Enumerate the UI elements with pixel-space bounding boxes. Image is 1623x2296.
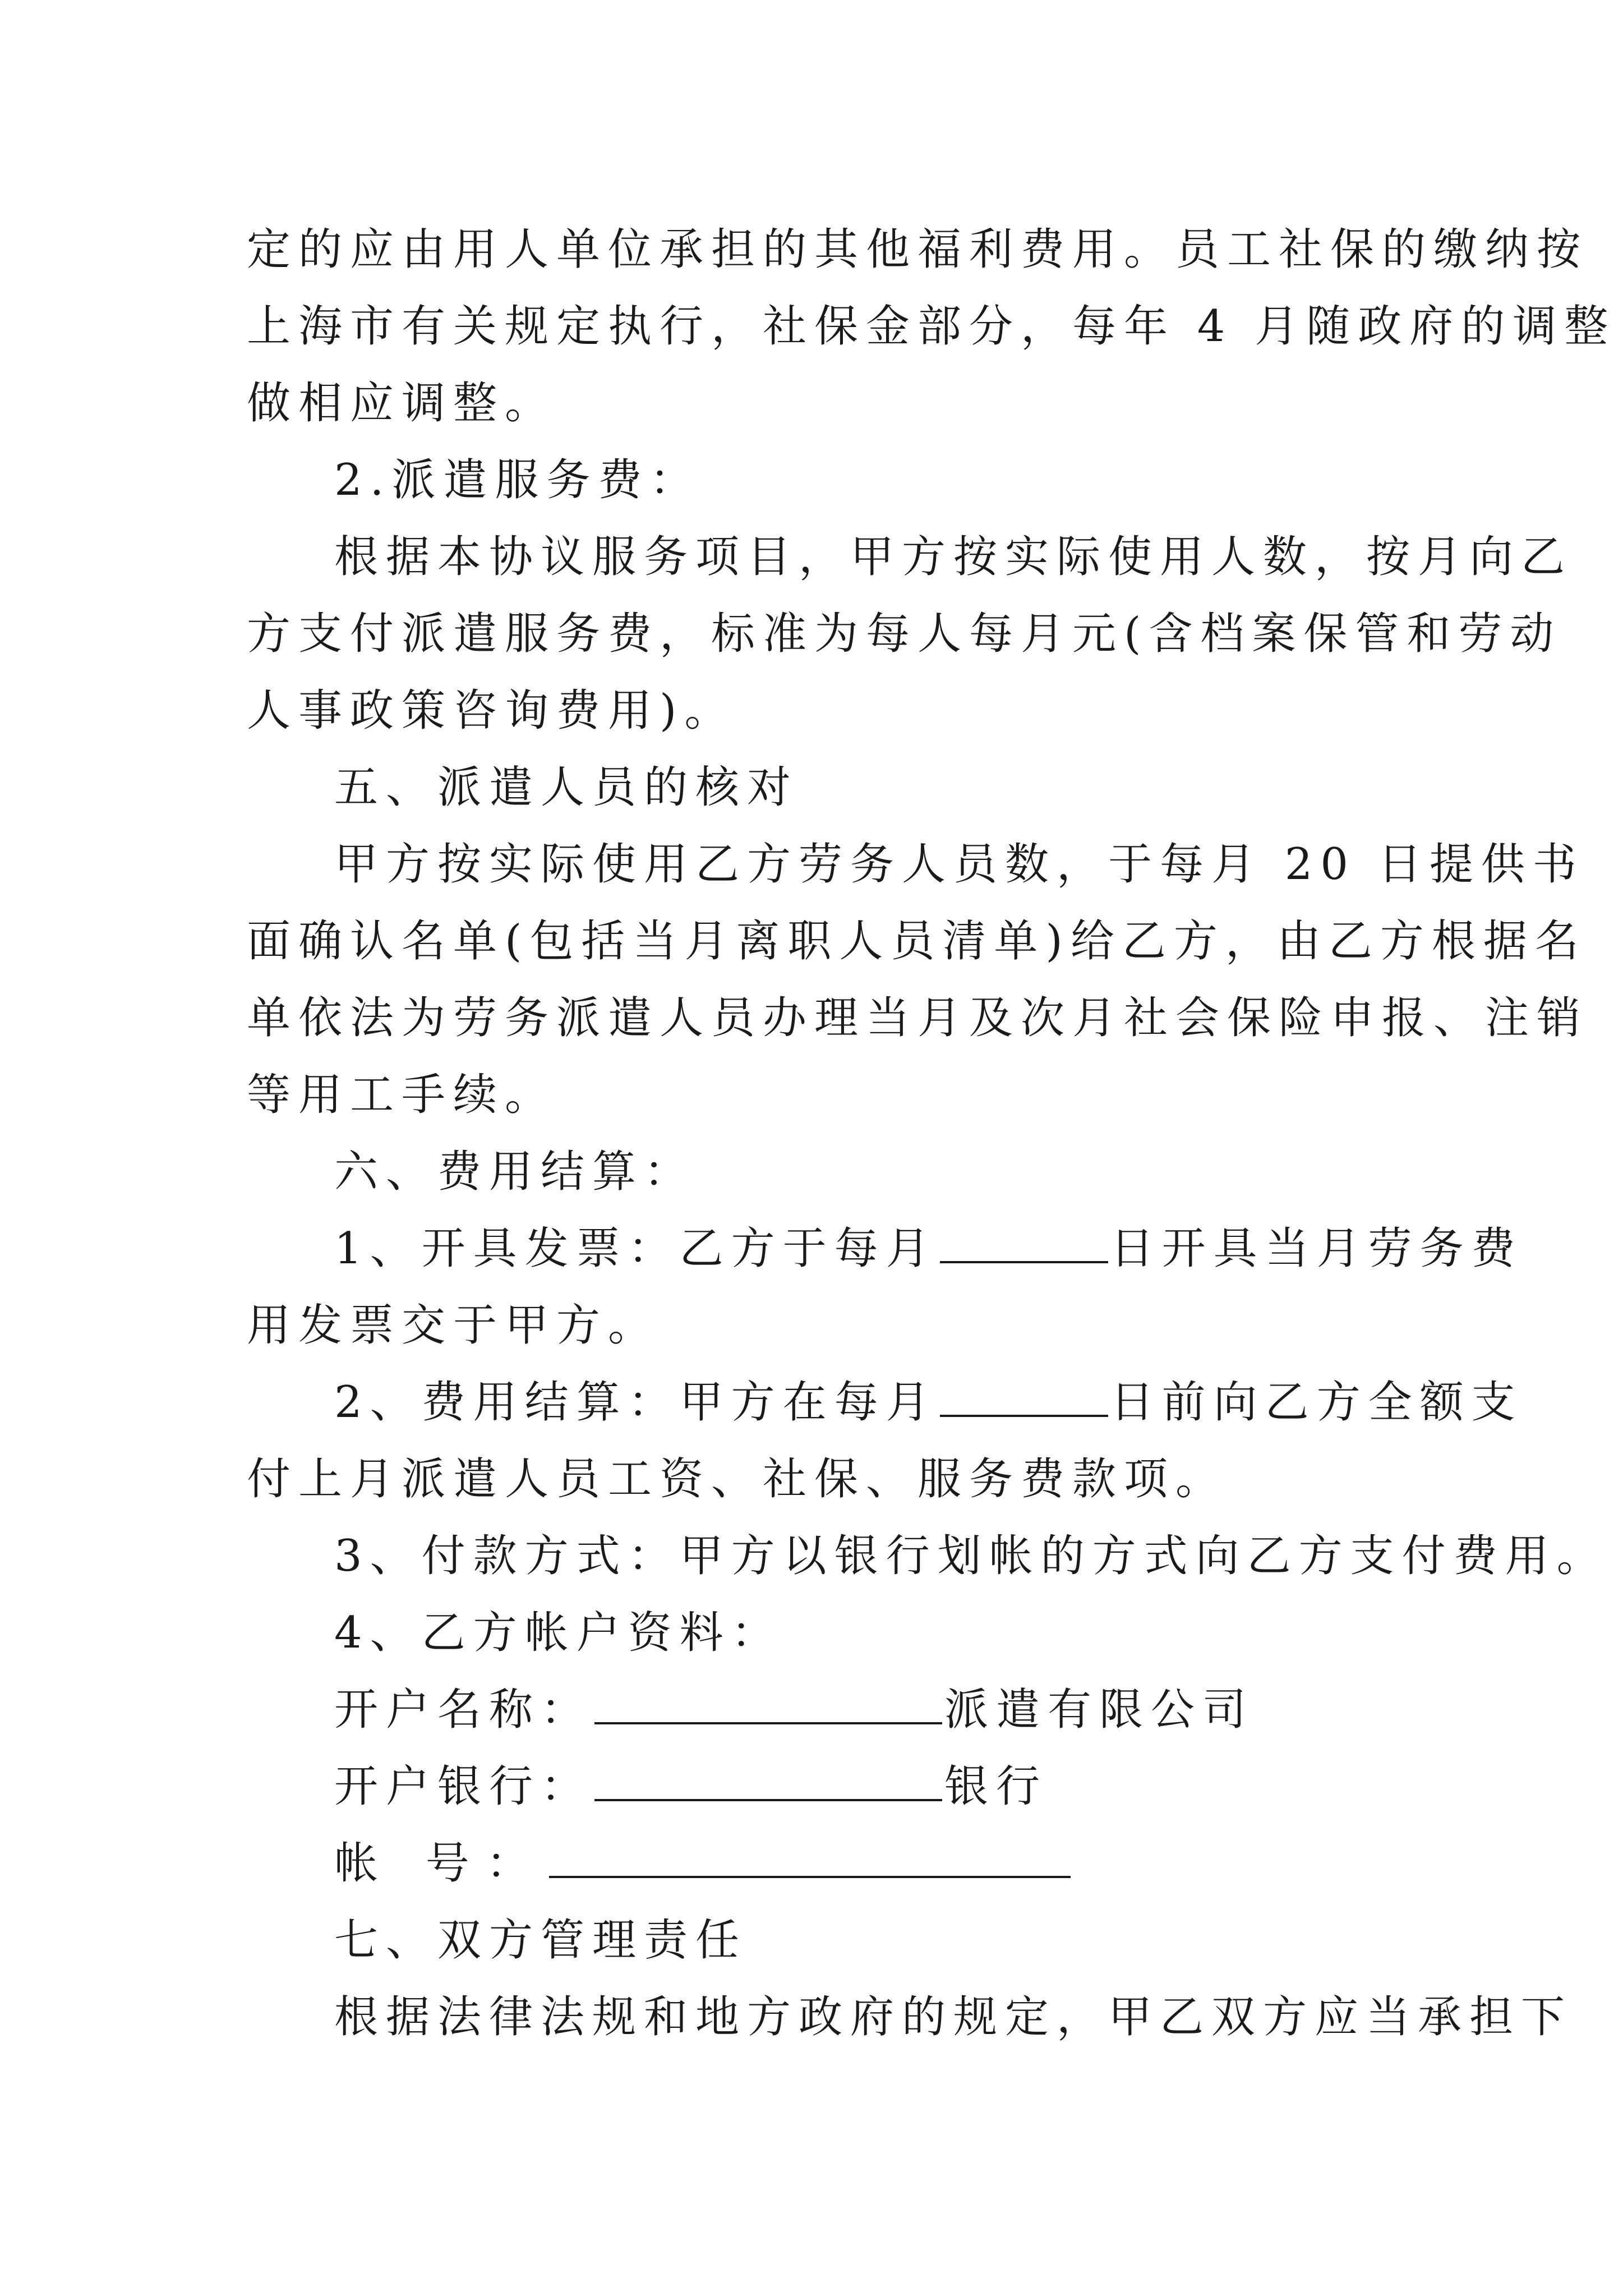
line-text: 1、开具发票：乙方于每月 bbox=[334, 1223, 938, 1274]
paragraph-line bbox=[247, 1522, 1608, 1590]
paragraph-line bbox=[247, 1061, 556, 1129]
line-text: 日开具当月劳务费 bbox=[1110, 1223, 1523, 1274]
line-text: 七、双方管理责任 bbox=[334, 1915, 748, 1966]
line-text: 根据本协议服务项目，甲方按实际使用人数，按月向乙 bbox=[334, 532, 1573, 582]
line-text: 方支付派遣服务费，标准为每人每月元(含档案保管和劳动 bbox=[247, 609, 1562, 659]
line-text: 定的应由用人单位承担的其他福利费用。员工社保的缴纳按 bbox=[247, 224, 1589, 275]
paragraph-line bbox=[247, 293, 1616, 360]
line-text: 做相应调整。 bbox=[247, 378, 557, 429]
line-text: 用发票交于甲方。 bbox=[247, 1300, 660, 1351]
line-text: 开户银行： bbox=[334, 1761, 593, 1812]
account-number-line bbox=[247, 1830, 1073, 1897]
paragraph-line bbox=[247, 1599, 783, 1667]
line-text: 银行 bbox=[944, 1761, 1048, 1812]
line-text: 帐 号： bbox=[334, 1838, 547, 1889]
line-text: 派遣有限公司 bbox=[944, 1685, 1255, 1735]
line-text: 五、派遣人员的核对 bbox=[334, 762, 799, 813]
account-number-blank[interactable] bbox=[549, 1834, 1071, 1878]
line-text: 开户名称： bbox=[334, 1685, 593, 1735]
paragraph-line bbox=[247, 831, 1584, 898]
line-text: 日前向乙方全额支 bbox=[1110, 1377, 1523, 1428]
paragraph-line bbox=[247, 984, 1588, 1052]
paragraph-line bbox=[247, 1215, 1523, 1282]
section-heading bbox=[247, 1907, 747, 1974]
line-text: 根据法律法规和地方政府的规定，甲乙双方应当承担下 bbox=[334, 1992, 1573, 2042]
paragraph-line bbox=[247, 600, 1561, 668]
line-text: 等用工手续。 bbox=[247, 1070, 557, 1120]
paragraph-line bbox=[247, 908, 1587, 975]
account-name-blank[interactable] bbox=[594, 1681, 942, 1724]
paragraph-line bbox=[247, 1446, 1227, 1513]
paragraph-line bbox=[247, 523, 1573, 591]
account-name-line bbox=[247, 1676, 1254, 1743]
fill-in-blank[interactable] bbox=[940, 1373, 1108, 1417]
paragraph-line bbox=[247, 677, 736, 744]
section-heading bbox=[247, 754, 799, 821]
line-text: 付上月派遣人员工资、社保、服务费款项。 bbox=[247, 1454, 1228, 1504]
paragraph-line bbox=[247, 216, 1588, 283]
section-heading bbox=[247, 447, 701, 514]
line-text: 2.派遣服务费： bbox=[334, 455, 702, 505]
paragraph-line bbox=[247, 1369, 1523, 1436]
section-heading bbox=[247, 1138, 695, 1205]
account-bank-blank[interactable] bbox=[594, 1757, 942, 1801]
line-text: 3、付款方式：甲方以银行划帐的方式向乙方支付费用。 bbox=[334, 1531, 1608, 1581]
paragraph-line bbox=[247, 370, 556, 437]
line-text: 甲方按实际使用乙方劳务人员数，于每月 20 日提供书 bbox=[334, 839, 1584, 890]
paragraph-line bbox=[247, 1292, 660, 1359]
line-text: 六、费用结算： bbox=[334, 1147, 696, 1197]
line-text: 4、乙方帐户资料： bbox=[334, 1608, 783, 1658]
account-bank-line bbox=[247, 1753, 1048, 1820]
line-text: 上海市有关规定执行，社保金部分，每年 4 月随政府的调整 bbox=[247, 301, 1616, 352]
fill-in-blank[interactable] bbox=[940, 1220, 1108, 1263]
line-text: 单依法为劳务派遣人员办理当月及次月社会保险申报、注销 bbox=[247, 993, 1589, 1043]
line-text: 人事政策咨询费用)。 bbox=[247, 685, 736, 736]
line-text: 面确认名单(包括当月离职人员清单)给乙方，由乙方根据名 bbox=[247, 916, 1587, 967]
line-text: 2、费用结算：甲方在每月 bbox=[334, 1377, 938, 1428]
paragraph-line bbox=[247, 1984, 1573, 2051]
